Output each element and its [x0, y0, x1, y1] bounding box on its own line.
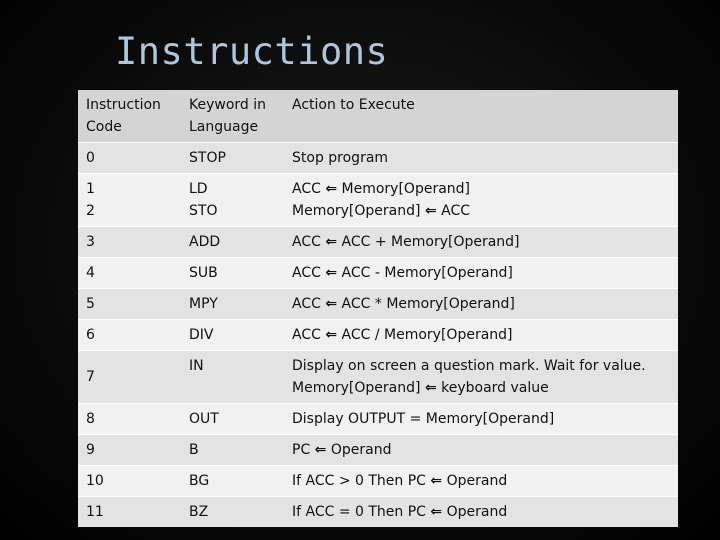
- cell-keyword: MPY: [181, 289, 284, 320]
- table-row: [78, 174, 678, 227]
- slide-title: Instructions: [115, 30, 389, 73]
- action-text: Display OUTPUT = Memory[Operand]: [292, 411, 555, 427]
- action-lhs: ACC: [292, 327, 321, 343]
- header-instruction-code: Instruction Code: [78, 90, 181, 143]
- left-arrow-icon: ⇐: [325, 296, 338, 312]
- action-lhs: ACC: [292, 181, 321, 197]
- cell-keyword: [181, 174, 284, 227]
- keyword-line: STO: [189, 203, 218, 219]
- cell-action: [284, 227, 678, 258]
- cell-code: [78, 174, 181, 227]
- cell-action: [284, 466, 678, 497]
- left-arrow-icon: ⇐: [325, 234, 338, 250]
- table-row: [78, 466, 678, 497]
- action-rhs: Operand: [446, 504, 508, 520]
- code-line: 1: [86, 181, 95, 197]
- cell-action: [284, 258, 678, 289]
- header-keyword: Keyword in Language: [181, 90, 284, 143]
- action-lhs: Memory[Operand]: [292, 380, 421, 396]
- action-rhs: ACC: [441, 203, 471, 219]
- instruction-table-container: [78, 90, 678, 527]
- cell-action: [284, 289, 678, 320]
- cell-action: [284, 435, 678, 466]
- cell-code: 6: [78, 320, 181, 351]
- action-lhs: Memory[Operand]: [292, 203, 421, 219]
- cell-keyword: BZ: [181, 497, 284, 528]
- table-row: [78, 289, 678, 320]
- table-row: [78, 258, 678, 289]
- cell-keyword: SUB: [181, 258, 284, 289]
- action-lhs: If ACC > 0 Then PC: [292, 473, 426, 489]
- cell-keyword: DIV: [181, 320, 284, 351]
- table-row: [78, 497, 678, 528]
- cell-action: [284, 320, 678, 351]
- table-header-row: [78, 90, 678, 143]
- cell-code: 10: [78, 466, 181, 497]
- action-line: [292, 377, 670, 399]
- cell-action: [284, 174, 678, 227]
- cell-action: [284, 351, 678, 404]
- cell-action: [284, 497, 678, 528]
- left-arrow-icon: ⇐: [325, 265, 338, 281]
- action-lhs: ACC: [292, 265, 321, 281]
- action-line: [292, 200, 670, 222]
- cell-keyword: ADD: [181, 227, 284, 258]
- code-line: 2: [86, 203, 95, 219]
- cell-code: 9: [78, 435, 181, 466]
- cell-code: 8: [78, 404, 181, 435]
- table-row: [78, 143, 678, 174]
- cell-keyword: B: [181, 435, 284, 466]
- cell-code: 11: [78, 497, 181, 528]
- left-arrow-icon: ⇐: [325, 181, 338, 197]
- cell-code: 5: [78, 289, 181, 320]
- cell-code: 3: [78, 227, 181, 258]
- left-arrow-icon: ⇐: [424, 203, 437, 219]
- left-arrow-icon: ⇐: [325, 327, 338, 343]
- header-action: Action to Execute: [284, 90, 678, 143]
- table-row: [78, 320, 678, 351]
- cell-code: 4: [78, 258, 181, 289]
- table-row: [78, 435, 678, 466]
- action-rhs: ACC - Memory[Operand]: [341, 265, 513, 281]
- action-rhs: ACC / Memory[Operand]: [341, 327, 513, 343]
- left-arrow-icon: ⇐: [424, 380, 437, 396]
- table-row: [78, 404, 678, 435]
- left-arrow-icon: ⇐: [314, 442, 327, 458]
- action-rhs: ACC + Memory[Operand]: [341, 234, 520, 250]
- cell-action: [284, 143, 678, 174]
- action-line: [292, 178, 670, 200]
- action-lhs: ACC: [292, 296, 321, 312]
- cell-code: 0: [78, 143, 181, 174]
- left-arrow-icon: ⇐: [430, 504, 443, 520]
- action-text: Stop program: [292, 150, 389, 166]
- cell-keyword: OUT: [181, 404, 284, 435]
- table-row: [78, 227, 678, 258]
- cell-action: [284, 404, 678, 435]
- cell-keyword: IN: [181, 351, 284, 404]
- cell-keyword: BG: [181, 466, 284, 497]
- table-row: [78, 351, 678, 404]
- cell-keyword: STOP: [181, 143, 284, 174]
- action-lhs: ACC: [292, 234, 321, 250]
- action-rhs: Memory[Operand]: [341, 181, 471, 197]
- action-lhs: If ACC = 0 Then PC: [292, 504, 426, 520]
- action-rhs: ACC * Memory[Operand]: [341, 296, 515, 312]
- keyword-line: LD: [189, 181, 208, 197]
- action-line: Display on screen a question mark. Wait for value.: [292, 358, 646, 374]
- action-rhs: keyboard value: [441, 380, 549, 396]
- left-arrow-icon: ⇐: [430, 473, 443, 489]
- action-rhs: Operand: [330, 442, 392, 458]
- action-lhs: PC: [292, 442, 311, 458]
- action-rhs: Operand: [446, 473, 508, 489]
- instruction-table: [78, 90, 678, 527]
- cell-code: 7: [78, 351, 181, 404]
